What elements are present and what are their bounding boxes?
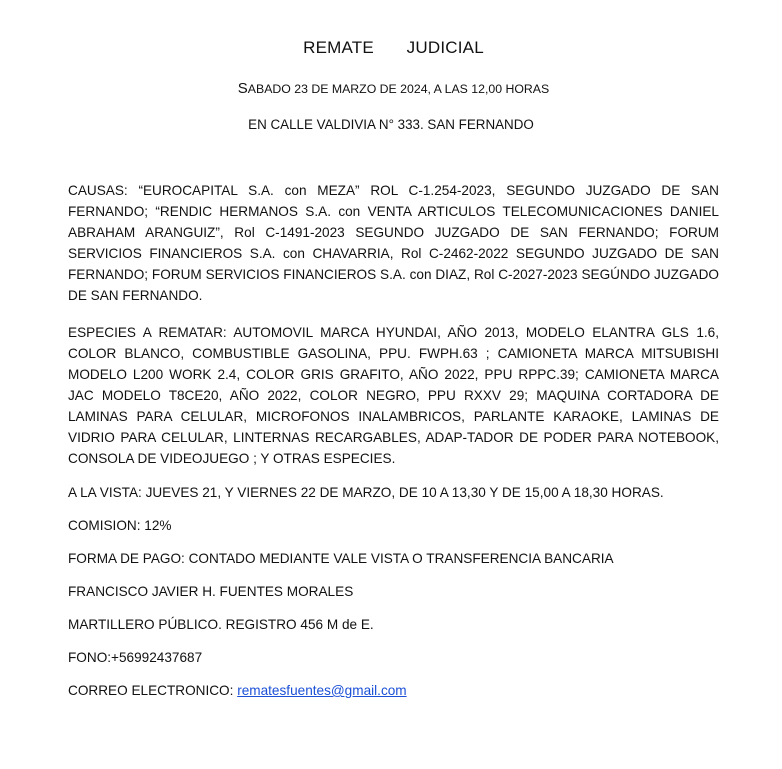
auctioneer-name: FRANCISCO JAVIER H. FUENTES MORALES xyxy=(68,584,354,599)
document-title: REMATE JUDICIAL xyxy=(303,38,484,57)
commission: COMISION: 12% xyxy=(68,518,172,533)
auction-address: EN CALLE VALDIVIA N° 333. SAN FERNANDO xyxy=(248,117,534,132)
auction-date-initial: S xyxy=(237,80,248,97)
auctioneer-registry: MARTILLERO PÚBLICO. REGISTRO 456 M de E. xyxy=(68,617,374,632)
email-link[interactable]: rematesfuentes@gmail.com xyxy=(237,683,407,698)
viewing-schedule: A LA VISTA: JUEVES 21, Y VIERNES 22 DE MARZO, DE 10 A 13,30 Y DE 15,00 A 18,30 HORAS. xyxy=(68,485,664,500)
payment-method: FORMA DE PAGO: CONTADO MEDIANTE VALE VISTA O TRANSFERENCIA BANCARIA xyxy=(68,551,614,566)
email-line xyxy=(68,680,407,701)
phone-number: FONO:+56992437687 xyxy=(68,650,203,665)
auction-date xyxy=(0,80,782,97)
auction-date-text: ABADO 23 DE MARZO DE 2024, A LAS 12,00 HORAS xyxy=(247,82,550,96)
email-label: CORREO ELECTRONICO: xyxy=(68,683,238,698)
especies-paragraph: ESPECIES A REMATAR: AUTOMOVIL MARCA HYUNDAI, AÑO 2013, MODELO ELANTRA GLS 1.6, COLOR BLANCO, COMBUSTIBLE GASOLINA, PPU. FWPH.63 ; CAMIONETA MARCA MITSUBISHI MODELO L200 WORK 2.4, COLOR GRIS GRAFITO, AÑO 2022, PPU RPPC.39; CAMIONETA MARCA JAC MODELO T8CE20, AÑO 2022, COLOR NEGRO, PPU RXXV 29; MAQUINA CORTADORA DE LAMINAS PARA CELULAR, MICROFONOS INALAMBRICOS, PARLANTE KARAOKE, LAMINAS DE VIDRIO PARA CELULAR, LINTERNAS RECARGABLES, ADAP-TADOR DE PODER PARA NOTEBOOK, CONSOLA DE VIDEOJUEGO ; Y OTRAS ESPECIES. xyxy=(68,325,719,466)
causas-paragraph: CAUSAS: “EUROCAPITAL S.A. con MEZA” ROL C-1.254-2023, SEGUNDO JUZGADO DE SAN FERNANDO; “RENDIC HERMANOS S.A. con VENTA ARTICULOS TELECOMUNICACIONES DANIEL ABRAHAM ARANGUIZ”, Rol C-1491-2023 SEGUNDO JUZGADO DE SAN FERNANDO; FORUM SERVICIOS FINANCIEROS S.A. con CHAVARRIA, Rol C-2462-2022 SEGUNDO JUZGADO DE SAN FERNANDO; FORUM SERVICIOS FINANCIEROS S.A. con DIAZ, Rol C-2027-2023 SEGÚNDO JUZGADO DE SAN FERNANDO. xyxy=(68,183,719,303)
